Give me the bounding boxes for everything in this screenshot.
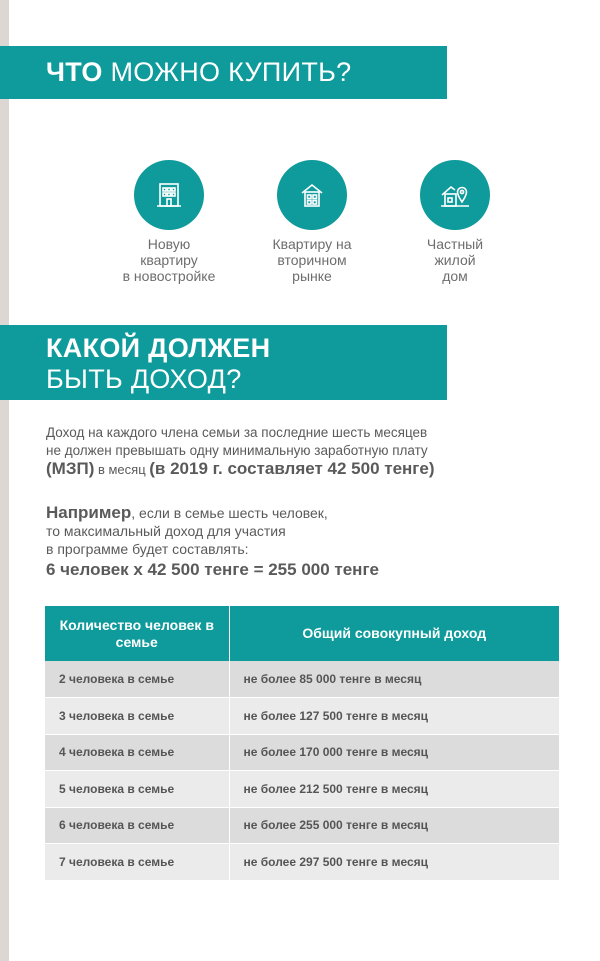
option-label: Частный жилой дом — [426, 236, 484, 284]
banner-required-income-subtitle: БЫТЬ ДОХОД? — [46, 364, 242, 394]
income-limit-cell: не более 297 500 тенге в месяц — [229, 844, 559, 881]
income-limit-cell: не более 170 000 тенге в месяц — [229, 734, 559, 771]
option-label: Новую квартиру в новостройке — [122, 236, 216, 284]
left-decorative-strip — [0, 0, 9, 961]
income-table — [45, 606, 559, 881]
header-family-size: Количество человек в семье — [45, 606, 229, 661]
table-row — [45, 661, 559, 698]
income-limit-cell: не более 255 000 тенге в месяц — [229, 807, 559, 844]
table-row — [45, 771, 559, 808]
table-row — [45, 698, 559, 735]
example-calculation: 6 человек х 42 500 тенге = 255 000 тенге — [46, 560, 379, 579]
option-label: Квартиру на вторичном рынке — [272, 236, 352, 284]
family-size-cell: 2 человека в семье — [45, 661, 229, 698]
table-row — [45, 844, 559, 881]
header-total-income: Общий совокупный доход — [229, 606, 559, 661]
banner-required-income — [0, 325, 447, 400]
option-private-house — [380, 160, 530, 284]
house-icon — [277, 160, 347, 230]
income-limit-cell: не более 212 500 тенге в месяц — [229, 771, 559, 808]
income-limit-cell: не более 127 500 тенге в месяц — [229, 698, 559, 735]
family-size-cell: 7 человека в семье — [45, 844, 229, 881]
example-text: Например, если в семье шесть человек, то максимальный доход для участия в программе будет составлять: 6 человек х 42 500 тенге = 255 000 тенге — [46, 504, 566, 579]
banner-what-to-buy-title: ЧТО МОЖНО КУПИТЬ? — [46, 57, 352, 87]
house-location-icon — [420, 160, 490, 230]
family-size-cell: 6 человека в семье — [45, 807, 229, 844]
purchase-options — [94, 160, 534, 290]
banner-what-to-buy — [0, 46, 447, 99]
income-limit-cell: не более 85 000 тенге в месяц — [229, 661, 559, 698]
table-row — [45, 734, 559, 771]
option-new-apartment — [94, 160, 244, 284]
table-row — [45, 807, 559, 844]
option-secondary-apartment — [237, 160, 387, 284]
family-size-cell: 5 человека в семье — [45, 771, 229, 808]
family-size-cell: 3 человека в семье — [45, 698, 229, 735]
table-header-row — [45, 606, 559, 661]
family-size-cell: 4 человека в семье — [45, 734, 229, 771]
income-requirement-text: Доход на каждого члена семьи за последние шесть месяцев не должен превышать одну минимальную заработную плату (МЗП) в месяц (в 2019 г. составляет 42 500 тенге) — [46, 425, 435, 478]
banner-required-income-title: КАКОЙ ДОЛЖЕН — [46, 333, 271, 363]
apartment-building-icon — [134, 160, 204, 230]
